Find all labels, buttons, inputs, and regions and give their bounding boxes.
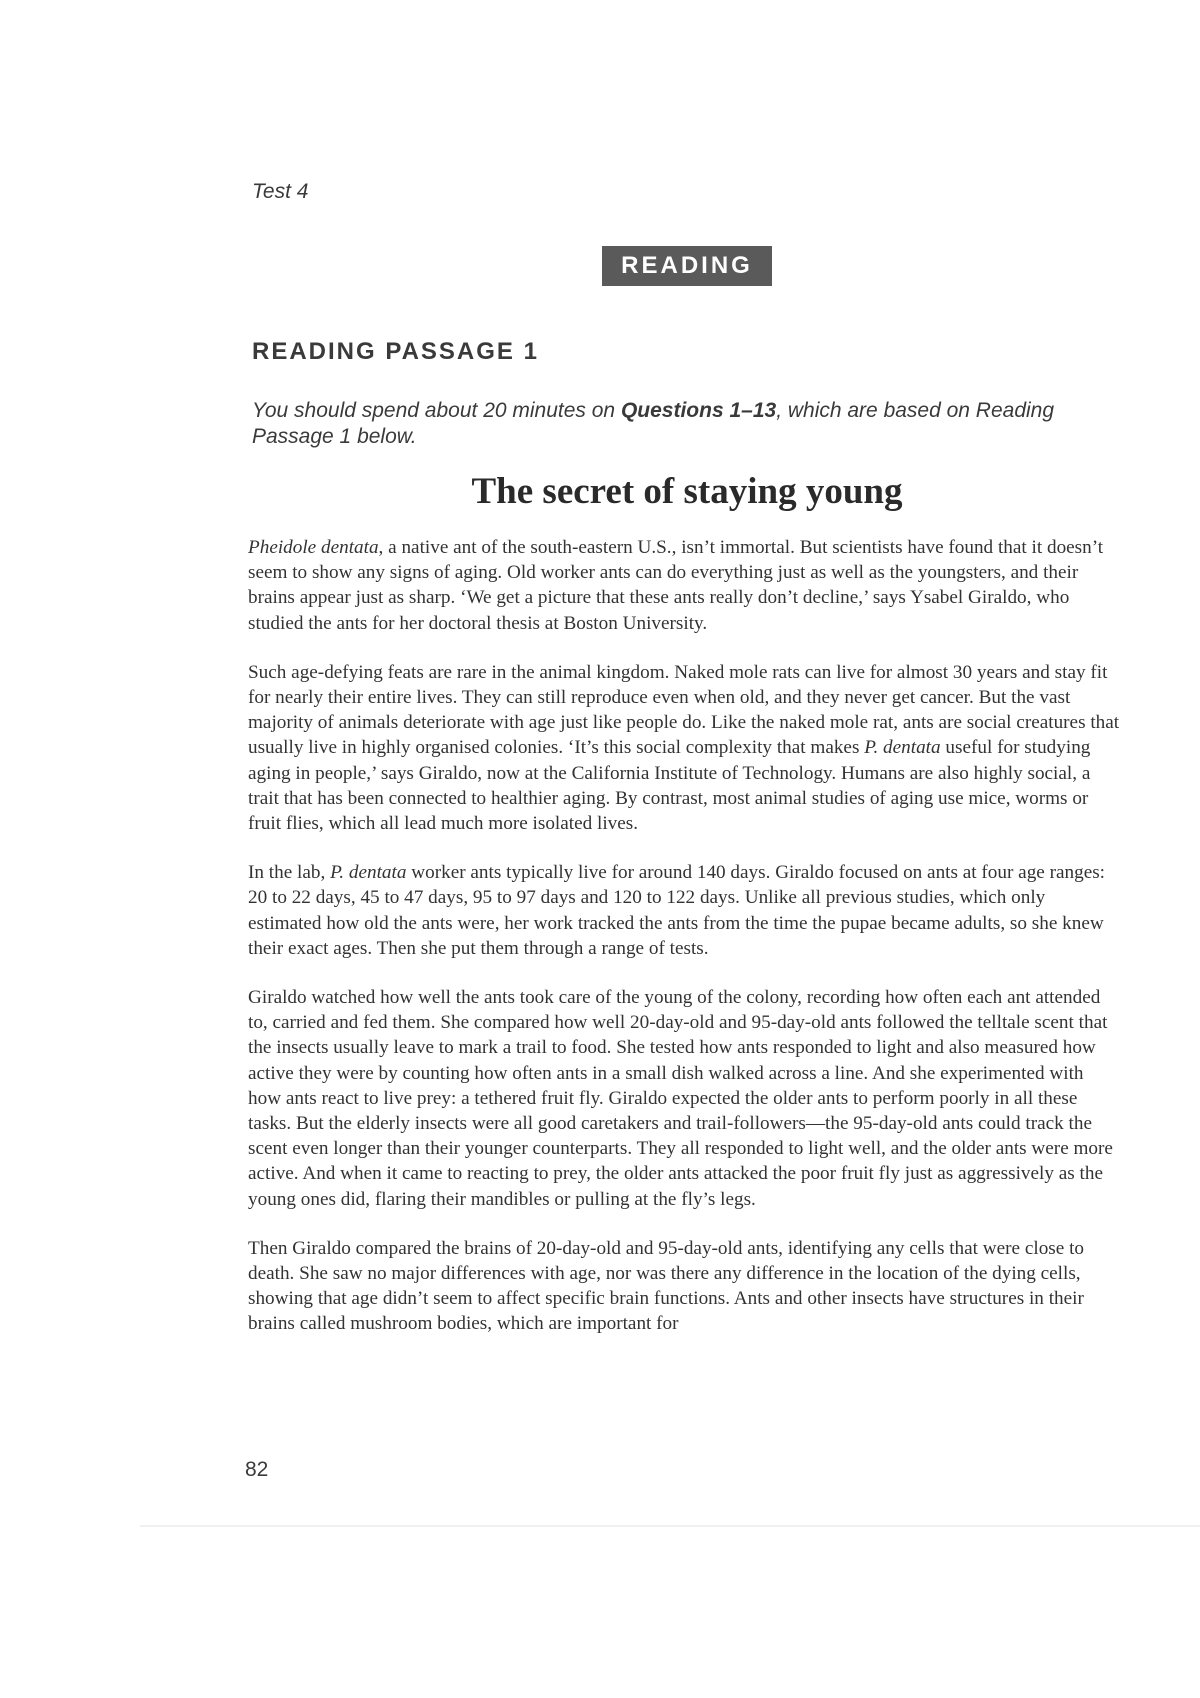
test-label: Test 4 [252, 180, 309, 203]
species-name: Pheidole dentata [248, 537, 379, 558]
instruction-post: , which are based on Reading Passage 1 below. [252, 399, 1055, 448]
instruction-text [252, 398, 1122, 450]
paragraph-5 [248, 1236, 1120, 1337]
instruction-pre: You should spend about 20 minutes on [252, 399, 621, 422]
paragraph-1 [248, 535, 1120, 636]
paragraph-2-text-a: Such age-defying feats are rare in the animal kingdom. Naked mole rats can live for almost 30 years and stay fit for nearly their entire lives. They can still reproduce even when old, and they never get cancer. But the vast majority of animals deteriorate with age just like people do. Like the naked mole rat, ants are social creatures that usually live in highly organised colonies. ‘It’s this social complexity that makes [248, 661, 1120, 759]
paragraph-4 [248, 985, 1120, 1212]
passage-heading: READING PASSAGE 1 [252, 338, 539, 365]
page-number: 82 [245, 1458, 269, 1481]
article-title: The secret of staying young [471, 471, 903, 512]
species-name: P. dentata [330, 862, 407, 884]
article-body [248, 535, 1120, 1361]
paragraph-3-text-b: worker ants typically live for around 140 days. Giraldo focused on ants at four age ranges: 20 to 22 days, 45 to 47 days, 95 to 97 days and 120 to 122 days. Unlike all previous studies, which only estimated how old the ants were, her work tracked the ants from the time the pupae became adults, so she knew their exact ages. Then she put them through a range of tests. [248, 862, 1106, 959]
scan-divider [140, 1525, 1200, 1527]
instruction-questions: Questions 1–13 [620, 399, 777, 422]
paragraph-4-text: Giraldo watched how well the ants took care of the young of the colony, recording how often each ant attended to, carried and fed them. She compared how well 20-day-old and 95-day-old ants followed the telltale scent that the insects usually leave to mark a trail to food. She tested how ants responded to light and also measured how active they were by counting how often ants in a small dish walked across a line. And she experimented with how ants react to live prey: a tethered fruit fly. Giraldo expected the older ants to perform poorly in all these tasks. But the elderly insects were all good caretakers and trail-followers—the 95-day-old ants could track the scent even longer than their younger counterparts. They all responded to light well, and the older ants were more active. And when it came to reacting to prey, the older ants attacked the poor fruit fly just as aggressively as the young ones did, flaring their mandibles or pulling at the fly’s legs. [248, 987, 1113, 1210]
paragraph-1-text: , a native ant of the south-eastern U.S., isn’t immortal. But scientists have found that it doesn’t seem to show any signs of aging. Old worker ants can do everything just as well as the youngsters, and their brains appear just as sharp. ‘We get a picture that these ants really don’t decline,’ says Ysabel Giraldo, who studied the ants for her doctoral thesis at Boston University. [248, 537, 1104, 634]
paragraph-3-text-a: In the lab, [248, 862, 331, 884]
section-banner: READING [602, 246, 772, 286]
paragraph-2 [248, 660, 1120, 836]
paragraph-3 [248, 860, 1120, 961]
paragraph-5-text: Then Giraldo compared the brains of 20-day-old and 95-day-old ants, identifying any cells that were close to death. She saw no major differences with age, nor was there any difference in the location of the dying cells, showing that age didn’t seem to affect specific brain functions. Ants and other insects have structures in their brains called mushroom bodies, which are important for [248, 1237, 1084, 1335]
paragraph-2-text-b: useful for studying aging in people,’ says Giraldo, now at the California Institute of Technology. Humans are also highly social, a trait that has been connected to healthier aging. By contrast, most animal studies of aging use mice, worms or fruit flies, which all lead much more isolated lives. [248, 737, 1091, 835]
species-name: P. dentata [864, 737, 941, 759]
